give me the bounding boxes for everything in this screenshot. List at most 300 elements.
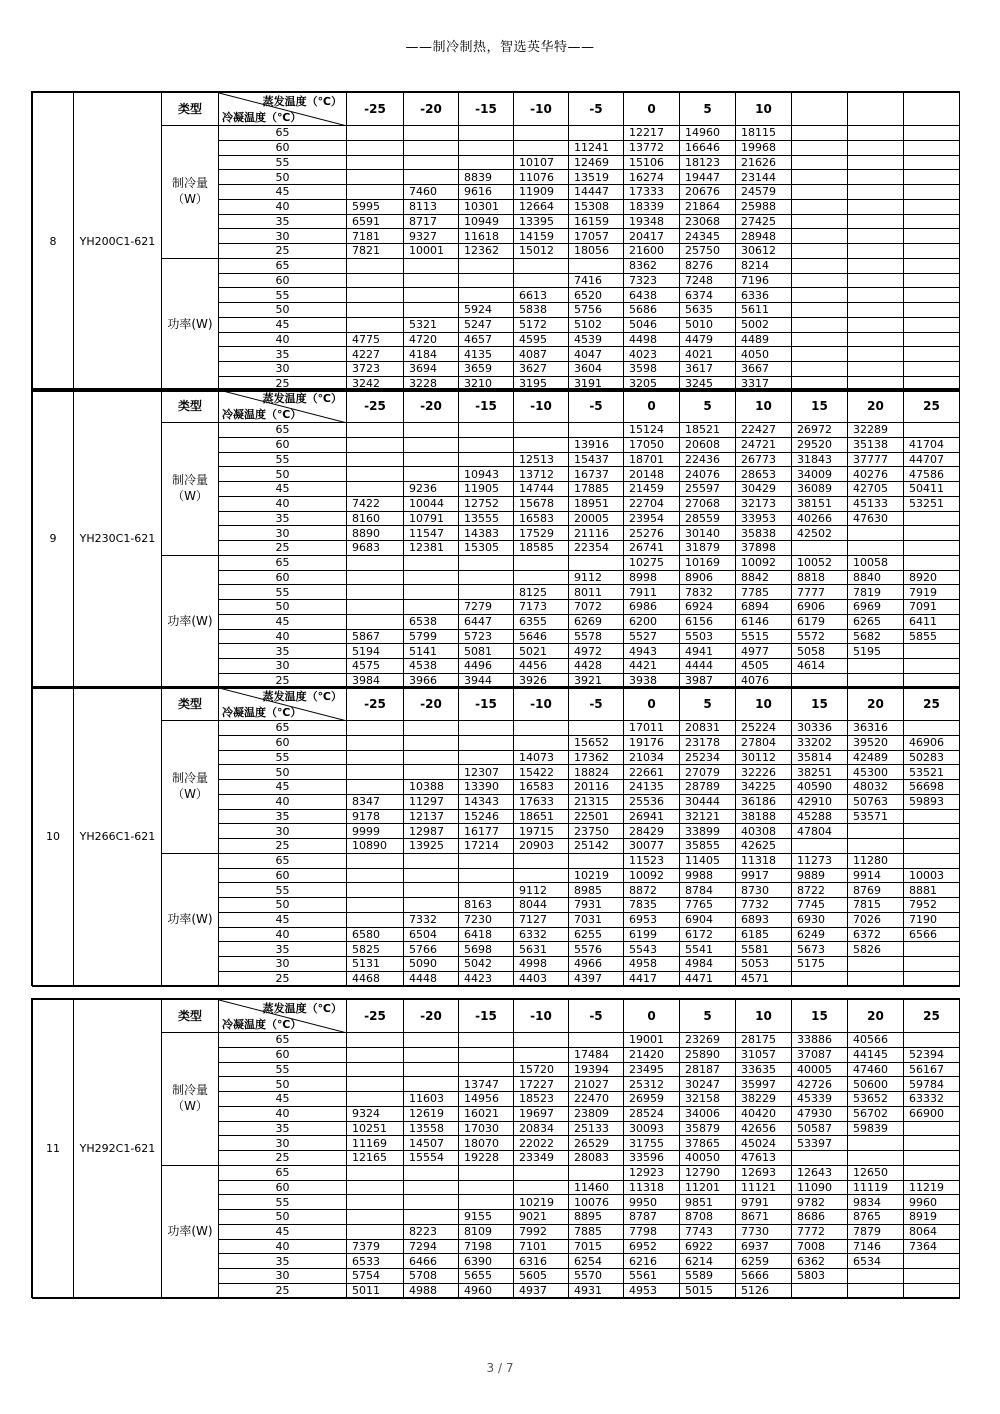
power-value: 11201 [680, 1180, 736, 1195]
power-value: 8919 [904, 1210, 960, 1225]
condensing-temp: 45 [219, 482, 347, 497]
power-value: 6362 [792, 1254, 848, 1269]
power-value: 4471 [680, 971, 736, 986]
power-value: 7952 [904, 898, 960, 913]
cooling-value: 35814 [792, 750, 848, 765]
power-value: 6179 [792, 614, 848, 629]
cooling-value: 42656 [736, 1121, 792, 1136]
power-value: 6214 [680, 1254, 736, 1269]
power-value [347, 1210, 404, 1225]
cooling-value: 12362 [459, 244, 514, 259]
cooling-value: 7821 [347, 244, 404, 259]
condensing-temp: 60 [219, 273, 347, 288]
evap-temp-header: 10 [736, 688, 792, 721]
condensing-temp: 25 [219, 376, 347, 391]
power-value [459, 585, 514, 600]
cooling-value: 14159 [514, 229, 569, 244]
power-value [347, 570, 404, 585]
cooling-value: 28187 [680, 1062, 736, 1077]
power-label-text: 功率(W) [167, 1223, 213, 1238]
power-value: 9021 [514, 1210, 569, 1225]
power-value [404, 1195, 459, 1210]
cooling-value: 34225 [736, 780, 792, 795]
cooling-value: 9999 [347, 824, 404, 839]
power-value [904, 555, 960, 570]
power-value: 5766 [404, 942, 459, 957]
condensing-temp: 60 [219, 1180, 347, 1195]
power-value: 5799 [404, 629, 459, 644]
power-value: 6566 [904, 927, 960, 942]
power-value: 8730 [736, 883, 792, 898]
power-value: 5631 [514, 942, 569, 957]
cooling-value: 16274 [624, 170, 680, 185]
power-value [904, 288, 960, 303]
power-value: 7798 [624, 1224, 680, 1239]
evap-temp-header: 0 [624, 390, 680, 423]
condensing-temp: 25 [219, 839, 347, 854]
power-value: 9834 [848, 1195, 904, 1210]
power-value: 4496 [459, 659, 514, 674]
cooling-value [904, 541, 960, 556]
condensing-temp: 40 [219, 496, 347, 511]
power-value: 5543 [624, 942, 680, 957]
cooling-value [459, 155, 514, 170]
power-value: 7416 [569, 273, 624, 288]
power-value: 6906 [792, 600, 848, 615]
cooling-value: 22427 [736, 423, 792, 438]
cooling-value: 20903 [514, 839, 569, 854]
cooling-value: 14383 [459, 526, 514, 541]
cooling-value: 17050 [624, 437, 680, 452]
cooling-value [904, 185, 960, 200]
evap-temp-header: -25 [347, 1000, 404, 1033]
power-value: 7730 [736, 1224, 792, 1239]
cooling-value: 10388 [404, 780, 459, 795]
power-value [347, 258, 404, 273]
evap-temp-header: 20 [848, 1000, 904, 1033]
performance-table [32, 389, 960, 689]
power-value: 11318 [736, 853, 792, 868]
power-value: 6533 [347, 1254, 404, 1269]
cooling-value: 12307 [459, 765, 514, 780]
cooling-value [514, 721, 569, 736]
cooling-value [404, 765, 459, 780]
power-value: 4931 [569, 1283, 624, 1298]
power-value [848, 347, 904, 362]
condensing-temp: 25 [219, 971, 347, 986]
cooling-value: 16646 [680, 140, 736, 155]
cooling-value: 18056 [569, 244, 624, 259]
cooling-value [404, 1077, 459, 1092]
cooling-value [569, 423, 624, 438]
cooling-value [848, 1136, 904, 1151]
cooling-capacity-label [162, 423, 219, 556]
condensing-temp: 35 [219, 809, 347, 824]
condensing-temp: 35 [219, 644, 347, 659]
condensing-temp: 60 [219, 570, 347, 585]
cooling-value: 28559 [680, 511, 736, 526]
cooling-value: 41704 [904, 437, 960, 452]
cooling-value: 13395 [514, 214, 569, 229]
model-index: 11 [33, 1000, 74, 1299]
power-value [347, 273, 404, 288]
cooling-unit-text: （W） [172, 191, 208, 206]
power-value [404, 898, 459, 913]
power-value: 5011 [347, 1283, 404, 1298]
cooling-value: 50587 [792, 1121, 848, 1136]
power-value: 11280 [848, 853, 904, 868]
power-value [792, 971, 848, 986]
cooling-value: 14343 [459, 794, 514, 809]
power-value [459, 1165, 514, 1180]
cooling-value: 32158 [680, 1092, 736, 1107]
cooling-value [459, 140, 514, 155]
cooling-value: 10949 [459, 214, 514, 229]
cooling-unit-text: （W） [172, 488, 208, 503]
cooling-value: 15106 [624, 155, 680, 170]
cooling-value: 18824 [569, 765, 624, 780]
power-value: 8985 [569, 883, 624, 898]
cooling-value: 47586 [904, 467, 960, 482]
evap-temp-header: -5 [569, 688, 624, 721]
power-value [792, 303, 848, 318]
cooling-value [514, 735, 569, 750]
cooling-value [459, 126, 514, 141]
model-index: 10 [33, 688, 74, 987]
power-value [848, 1283, 904, 1298]
power-value [514, 1165, 569, 1180]
power-value: 5002 [736, 317, 792, 332]
power-value: 7772 [792, 1224, 848, 1239]
cooling-value [904, 423, 960, 438]
cooling-value: 42910 [792, 794, 848, 809]
cooling-value: 40276 [848, 467, 904, 482]
cooling-value: 14507 [404, 1136, 459, 1151]
power-value: 5572 [792, 629, 848, 644]
power-value: 8011 [569, 585, 624, 600]
power-value [347, 1180, 404, 1195]
power-value: 4988 [404, 1283, 459, 1298]
cooling-value: 13555 [459, 511, 514, 526]
cooling-capacity-label [162, 721, 219, 854]
power-value: 7777 [792, 585, 848, 600]
cooling-value: 35138 [848, 437, 904, 452]
cooling-value: 18523 [514, 1092, 569, 1107]
cooling-value: 15720 [514, 1062, 569, 1077]
cooling-value [904, 511, 960, 526]
model-section [31, 91, 960, 391]
cooling-value: 32121 [680, 809, 736, 824]
cooling-value: 9327 [404, 229, 459, 244]
cooling-value: 38151 [792, 496, 848, 511]
cooling-value: 17011 [624, 721, 680, 736]
power-value: 5527 [624, 629, 680, 644]
cooling-value: 42489 [848, 750, 904, 765]
condensing-temp: 65 [219, 1033, 347, 1048]
condensing-temp: 65 [219, 126, 347, 141]
power-value [904, 644, 960, 659]
evap-temp-header: 20 [848, 688, 904, 721]
power-value: 5576 [569, 942, 624, 957]
power-value [848, 303, 904, 318]
condensing-temp: 55 [219, 1195, 347, 1210]
cooling-value [569, 126, 624, 141]
power-value: 11219 [904, 1180, 960, 1195]
evap-temp-header: 10 [736, 1000, 792, 1033]
power-value: 8787 [624, 1210, 680, 1225]
power-value: 9782 [792, 1195, 848, 1210]
condensing-temp: 45 [219, 185, 347, 200]
cooling-value [404, 452, 459, 467]
cooling-value: 28429 [624, 824, 680, 839]
condensing-temp: 65 [219, 423, 347, 438]
cooling-value [347, 185, 404, 200]
cooling-value [904, 1136, 960, 1151]
power-value [792, 347, 848, 362]
power-value: 3987 [680, 673, 736, 688]
power-value: 4571 [736, 971, 792, 986]
power-value: 6922 [680, 1239, 736, 1254]
power-value: 9917 [736, 868, 792, 883]
cooling-value: 18651 [514, 809, 569, 824]
power-label-text: 功率(W) [167, 316, 213, 331]
evap-temp-header: -15 [459, 93, 514, 126]
cooling-value: 11169 [347, 1136, 404, 1151]
power-value: 7294 [404, 1239, 459, 1254]
cooling-value [514, 140, 569, 155]
cooling-value [904, 155, 960, 170]
cooling-value [514, 1033, 569, 1048]
cooling-value: 15124 [624, 423, 680, 438]
power-value: 5855 [904, 629, 960, 644]
condensing-temp: 50 [219, 765, 347, 780]
power-value: 5589 [680, 1269, 736, 1284]
power-value [792, 258, 848, 273]
cooling-value: 19348 [624, 214, 680, 229]
power-value: 5723 [459, 629, 514, 644]
power-value: 9960 [904, 1195, 960, 1210]
cooling-value: 22501 [569, 809, 624, 824]
power-value [459, 570, 514, 585]
model-section [31, 686, 960, 986]
cooling-value: 28524 [624, 1106, 680, 1121]
cooling-value: 10044 [404, 496, 459, 511]
cooling-value: 25597 [680, 482, 736, 497]
model-name: YH266C1-621 [74, 688, 162, 987]
power-value: 7323 [624, 273, 680, 288]
power-value: 11119 [848, 1180, 904, 1195]
power-value [347, 1165, 404, 1180]
power-value: 7230 [459, 912, 514, 927]
power-value: 5646 [514, 629, 569, 644]
cooling-value [347, 423, 404, 438]
power-value [904, 362, 960, 377]
cooling-value: 28948 [736, 229, 792, 244]
evap-temp-header: 10 [736, 390, 792, 423]
cooling-value: 32173 [736, 496, 792, 511]
cooling-value: 40590 [792, 780, 848, 795]
cooling-value: 32289 [848, 423, 904, 438]
cooling-value: 20005 [569, 511, 624, 526]
power-value [904, 1269, 960, 1284]
power-value: 7815 [848, 898, 904, 913]
power-value: 4023 [624, 347, 680, 362]
power-value [347, 1195, 404, 1210]
cooling-value: 50763 [848, 794, 904, 809]
cooling-value [459, 721, 514, 736]
evap-temp-header: 5 [680, 390, 736, 423]
table-row [33, 853, 960, 868]
power-value: 8109 [459, 1224, 514, 1239]
power-value: 6534 [848, 1254, 904, 1269]
cooling-value: 23750 [569, 824, 624, 839]
cooling-value: 23068 [680, 214, 736, 229]
power-value: 8842 [736, 570, 792, 585]
evap-temp-header: -5 [569, 93, 624, 126]
cooling-value: 16159 [569, 214, 624, 229]
evaporating-temp-label: 蒸发温度（℃） [262, 392, 342, 405]
power-value: 6520 [569, 288, 624, 303]
power-value: 8906 [680, 570, 736, 585]
power-value: 3205 [624, 376, 680, 391]
condensing-temp: 45 [219, 780, 347, 795]
power-value [459, 258, 514, 273]
power-value: 8708 [680, 1210, 736, 1225]
cooling-value [459, 437, 514, 452]
power-value [904, 317, 960, 332]
cooling-value: 19176 [624, 735, 680, 750]
page-number: 3 / 7 [486, 1361, 514, 1375]
power-value: 8064 [904, 1224, 960, 1239]
power-value: 4657 [459, 332, 514, 347]
cooling-value [459, 1062, 514, 1077]
diagonal-header-cell [219, 688, 347, 721]
evap-temp-header [792, 93, 848, 126]
cooling-value: 12513 [514, 452, 569, 467]
power-value [459, 273, 514, 288]
cooling-value: 10251 [347, 1121, 404, 1136]
power-value [404, 288, 459, 303]
power-value: 7279 [459, 600, 514, 615]
cooling-value: 47613 [736, 1151, 792, 1166]
condensing-temp: 50 [219, 170, 347, 185]
power-value: 6216 [624, 1254, 680, 1269]
power-value: 7190 [904, 912, 960, 927]
cooling-value: 26773 [736, 452, 792, 467]
cooling-value: 17529 [514, 526, 569, 541]
power-value: 9851 [680, 1195, 736, 1210]
power-value [904, 332, 960, 347]
cooling-value [904, 1151, 960, 1166]
cooling-value: 63332 [904, 1092, 960, 1107]
power-value: 11273 [792, 853, 848, 868]
cooling-value: 33899 [680, 824, 736, 839]
cooling-value: 14073 [514, 750, 569, 765]
cooling-value: 32226 [736, 765, 792, 780]
cooling-value [904, 214, 960, 229]
cooling-value: 33202 [792, 735, 848, 750]
condensing-temp: 35 [219, 942, 347, 957]
cooling-value: 18339 [624, 199, 680, 214]
cooling-value [404, 467, 459, 482]
cooling-value [514, 1047, 569, 1062]
cooling-value: 24345 [680, 229, 736, 244]
condensing-temp: 65 [219, 258, 347, 273]
power-value [404, 258, 459, 273]
cooling-value: 30247 [680, 1077, 736, 1092]
cooling-value [848, 214, 904, 229]
power-value: 7885 [569, 1224, 624, 1239]
power-value: 5102 [569, 317, 624, 332]
power-value [904, 1254, 960, 1269]
power-value: 7832 [680, 585, 736, 600]
power-label [162, 1165, 219, 1298]
power-value: 6255 [569, 927, 624, 942]
cooling-value: 13747 [459, 1077, 514, 1092]
cooling-value: 42705 [848, 482, 904, 497]
power-value [848, 957, 904, 972]
cooling-value: 25133 [569, 1121, 624, 1136]
power-value [347, 317, 404, 332]
condensing-temp: 30 [219, 229, 347, 244]
cooling-value [404, 1047, 459, 1062]
condensing-temp: 45 [219, 1224, 347, 1239]
condensing-temp: 40 [219, 927, 347, 942]
cooling-value: 17633 [514, 794, 569, 809]
power-value: 6904 [680, 912, 736, 927]
power-value: 7931 [569, 898, 624, 913]
power-value: 4960 [459, 1283, 514, 1298]
power-value [404, 1180, 459, 1195]
cooling-value: 25234 [680, 750, 736, 765]
cooling-value: 30093 [624, 1121, 680, 1136]
power-value [848, 332, 904, 347]
power-value: 10058 [848, 555, 904, 570]
power-value: 6504 [404, 927, 459, 942]
evap-temp-header: -5 [569, 1000, 624, 1033]
table-row [33, 1165, 960, 1180]
cooling-value: 26941 [624, 809, 680, 824]
power-value [347, 853, 404, 868]
cooling-value: 8839 [459, 170, 514, 185]
cooling-value: 8347 [347, 794, 404, 809]
table-row [33, 258, 960, 273]
cooling-value: 26529 [569, 1136, 624, 1151]
cooling-value: 27079 [680, 765, 736, 780]
cooling-value: 48032 [848, 780, 904, 795]
power-value: 6418 [459, 927, 514, 942]
condensing-temp: 60 [219, 868, 347, 883]
cooling-value: 23954 [624, 511, 680, 526]
cooling-value: 44145 [848, 1047, 904, 1062]
cooling-value: 19968 [736, 140, 792, 155]
cooling-value: 10890 [347, 839, 404, 854]
cooling-value [347, 170, 404, 185]
cooling-capacity-label [162, 1033, 219, 1166]
power-value: 5021 [514, 644, 569, 659]
cooling-value: 17362 [569, 750, 624, 765]
power-value: 6316 [514, 1254, 569, 1269]
cooling-value: 18585 [514, 541, 569, 556]
cooling-value [792, 199, 848, 214]
cooling-value [347, 1062, 404, 1077]
power-value: 3926 [514, 673, 569, 688]
evap-temp-header: 0 [624, 1000, 680, 1033]
power-value: 4050 [736, 347, 792, 362]
condensing-temp-label: 冷凝温度（℃） [222, 706, 302, 719]
cooling-value: 15652 [569, 735, 624, 750]
cooling-value: 30077 [624, 839, 680, 854]
